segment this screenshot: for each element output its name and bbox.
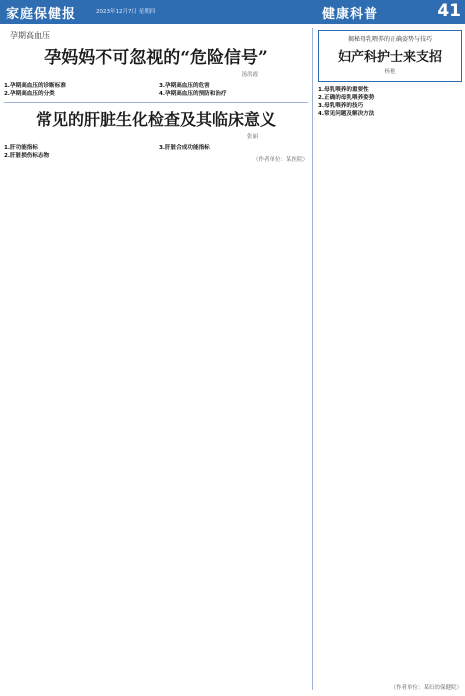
article3-subhead: 2.正确的母乳喂养姿势	[318, 95, 375, 101]
section-divider	[4, 102, 308, 103]
article2-subhead: 2.肝脏损伤标志物	[4, 153, 50, 159]
article1-subhead: 2.孕期高血压的分类	[4, 91, 55, 97]
column-divider	[312, 28, 313, 690]
article3-subhead: 3.母乳喂养的技巧	[318, 103, 364, 109]
article2-body	[4, 144, 308, 163]
article3-title: 妇产科护士来支招	[337, 50, 442, 65]
issue-date: 2023年12月7日 星期四	[96, 9, 156, 15]
section-title-right: 健康科普	[322, 7, 379, 22]
article1-subhead: 4.孕期高血压的预防和治疗	[159, 91, 227, 97]
article3-title-box	[318, 30, 462, 82]
article1-title: 孕妈妈不可忽视的“危险信号”	[44, 48, 268, 68]
article3-credit: （作者单位：某妇幼保健院）	[390, 685, 462, 691]
page-header-right	[316, 0, 465, 24]
article2-title: 常见的肝脏生化检查及其临床意义	[35, 110, 276, 129]
article2-subhead: 1.肝功能指标	[4, 145, 38, 151]
section-title: 家庭保健报	[6, 7, 77, 22]
article2-credit: （作者单位：某医院）	[252, 157, 308, 163]
page-number: 41	[437, 1, 461, 21]
left-column	[4, 30, 308, 163]
article2-byline: 张丽	[246, 134, 258, 140]
article2-subhead: 3.肝脏合成功能指标	[159, 145, 210, 151]
article1-subhead: 1.孕期高血压的诊断标准	[4, 83, 66, 89]
right-column	[318, 30, 462, 118]
article3-subhead: 4.常见问题及解决方法	[318, 111, 375, 117]
article1-subhead: 3.孕期高血压的危害	[159, 83, 210, 89]
article1-byline: 汤洪霞	[241, 72, 258, 78]
article1-body	[4, 82, 308, 98]
article3-author: 杨艳	[384, 69, 396, 75]
article3-intro: 揭秘母乳喂养的正确姿势与技巧	[347, 36, 432, 43]
article1-kicker: 孕期高血压	[10, 31, 50, 40]
page-header-left	[0, 0, 316, 24]
article3-subhead: 1.母乳喂养的重要性	[318, 87, 369, 93]
